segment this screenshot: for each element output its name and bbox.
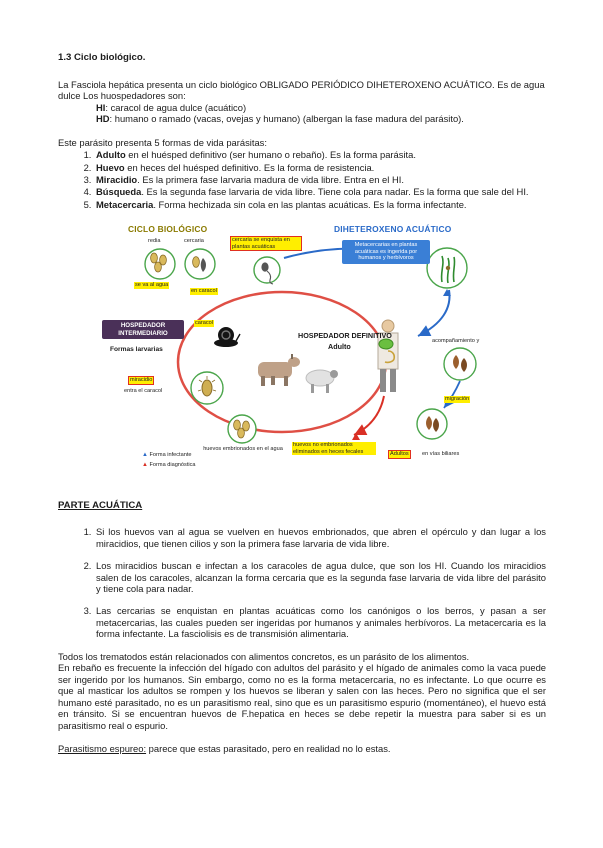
form-rest: en el huésped definitivo (ser humano o rebaño). Es la forma parásita.: [125, 149, 416, 161]
form-rest: . Es la segunda fase larvaria de vida libre. Tiene cola para nadar. Es la forma que sale del HI.: [141, 186, 529, 198]
miracidio-entra-label: entra el caracol: [124, 388, 163, 395]
en-caracol-label: en caracol: [191, 288, 217, 295]
form-lead: Adulto: [96, 149, 126, 161]
blue-triangle-icon: ▲: [142, 452, 148, 459]
list-item: 2. Los miracidios buscan e infectan a los caracoles de agua dulce, que son los HI. Cuando los miracidios salen de los caracoles, alcanzan la forma cercaria que es la segunda fase larvaria de vida libre del parásito y tiene cola para nadar.: [94, 560, 546, 594]
host-text: : caracol de agua dulce (acuático): [105, 101, 247, 113]
aquatic-list: [80, 526, 546, 640]
host-text: : humano o ramado (vacas, ovejas y humano) (albergan la fase madura del parásito).: [109, 113, 464, 125]
form-rest: en heces del huésped definitivo. Es la forma de resistencia.: [124, 161, 375, 173]
diagram-title-left: CICLO BIOLÓGICO: [128, 224, 208, 235]
se-va-al-agua-label: se va al agua: [135, 282, 169, 289]
cercaria-enquista-label: cercaria se enquista en plantas acuáticas: [230, 236, 302, 251]
caracol-label: caracol: [195, 320, 214, 327]
legend-infectante: [142, 452, 192, 459]
snail-icon: [214, 327, 240, 347]
form-lead: Huevo: [96, 161, 125, 173]
acompanamiento-label: acompañamiento y: [432, 338, 480, 345]
migracion-label: migración: [445, 396, 470, 403]
section-heading: 1.3 Ciclo biológico.: [58, 52, 146, 63]
list-item: [94, 186, 546, 197]
stage-circles: [145, 248, 476, 443]
formas-larvarias-label: Formas larvarias: [110, 346, 163, 354]
cercaria-label: cercaria: [184, 238, 204, 245]
redia-label: redia: [148, 238, 161, 245]
parasitismo-espureo-line: [58, 743, 546, 754]
form-lead: Miracidio: [96, 173, 138, 185]
list-item: [94, 199, 546, 210]
host-abbr: HD: [96, 113, 110, 125]
form-lead: Búsqueda: [96, 186, 142, 198]
parasitismo-espureo-lead: Parasitismo espureo:: [58, 743, 147, 755]
rebano-paragraph: En rebaño es frecuente la infección del hígado con adultos del parásito y el hígado de animales como la vaca puede ser ingerido por los humanos. Sin embargo, como no es la forma metacercaria, no es infectante. Lo que ocurre es que al masticar los adultos se rompen y los huevos se liberan y salen con las heces. Pero no significa que el ser humano esté parasitado, no es un parasitismo real, sino que es un parasitismo espurio (momentáneo), el huevo está en tránsito. Si se encuentran huevos de F.hepatica en heces se debe repetir la muestra para saber si es un parasitismo real o espurio.: [58, 662, 546, 731]
parasite-forms-list: [80, 149, 546, 210]
form-lead: Metacercaria: [96, 198, 154, 210]
host-line-hd: [96, 113, 546, 124]
legend-diagnostica-label: Forma diagnóstica: [149, 462, 196, 469]
host-line-hi: [96, 102, 546, 113]
legend-diagnostica: [142, 462, 196, 469]
parte-acuatica-heading: PARTE ACUÁTICA: [58, 500, 143, 512]
trematodos-paragraph: Todos los trematodos están relacionados con alimentos concretos, es un parásito de los alimentos.: [58, 650, 470, 662]
hospedador-intermediario-label: HOSPEDADOR INTERMEDIARIO: [102, 320, 184, 338]
sheep-icon: [306, 370, 338, 393]
huevos-no-embrionados-label: huevos no embrionados eliminados en heces fecales: [292, 442, 376, 455]
intro-paragraph: La Fasciola hepática presenta un ciclo biológico OBLIGADO PERIÓDICO DIHETEROXENO ACUÁTICO. Es de agua dulce Los huospedadores son:: [58, 78, 545, 102]
vias-biliares-label: en vías biliares: [422, 451, 460, 458]
hospedador-definitivo-label: HOSPEDADOR DEFINITIVO: [298, 331, 392, 341]
host-abbr: HI: [96, 101, 106, 113]
adulto-label: Adulto: [328, 342, 351, 352]
cow-icon: [258, 354, 300, 386]
list-item: 1. Si los huevos van al agua se vuelven en huevos embrionados, que abren el opérculo y dan lugar a los miracidios, que tienen cilios y son la primera fase larvaria de vida libre.: [94, 526, 546, 549]
life-cycle-diagram: [102, 224, 504, 476]
diagnostic-form-marker-icon: [352, 433, 360, 440]
miracidio-label: miracidio: [130, 377, 153, 384]
list-item: [94, 162, 546, 173]
list-item: 3. Las cercarias se enquistan en plantas acuáticas como los canónigos o los berros, y pasan a ser metacercarias, las cuales pueden ser ingeridas por humanos y animales herbívoros. La metacercaria es la forma infectante. La fasciolisis es de transmisión alimentaria.: [94, 605, 546, 639]
form-rest: . Es la primera fase larvaria madura de vida libre. Entra en el HI.: [137, 173, 404, 185]
hosts-block: [96, 102, 546, 125]
metacercarias-label: Metacercarias en plantas acuáticas es ingerida por humanos y herbívoros: [342, 240, 430, 263]
red-triangle-icon: ▲: [142, 462, 148, 469]
list-item: [94, 174, 546, 185]
adultos-label: Adultos: [390, 451, 409, 458]
form-rest: . Forma hechizada sin cola en las plantas acuáticas. Es la forma infectante.: [153, 198, 467, 210]
diagram-title-right: DIHETEROXENO ACUÁTICO: [334, 224, 452, 235]
parasitismo-espureo-rest: parece que estas parasitado, pero en realidad no lo estas.: [146, 743, 391, 755]
forms-intro: Este parásito presenta 5 formas de vida parásitas:: [58, 136, 267, 148]
huevos-embrionados-label: huevos embrionados en el agua: [203, 446, 283, 453]
list-item: [94, 149, 546, 160]
legend-infectante-label: Forma infectante: [149, 452, 192, 459]
